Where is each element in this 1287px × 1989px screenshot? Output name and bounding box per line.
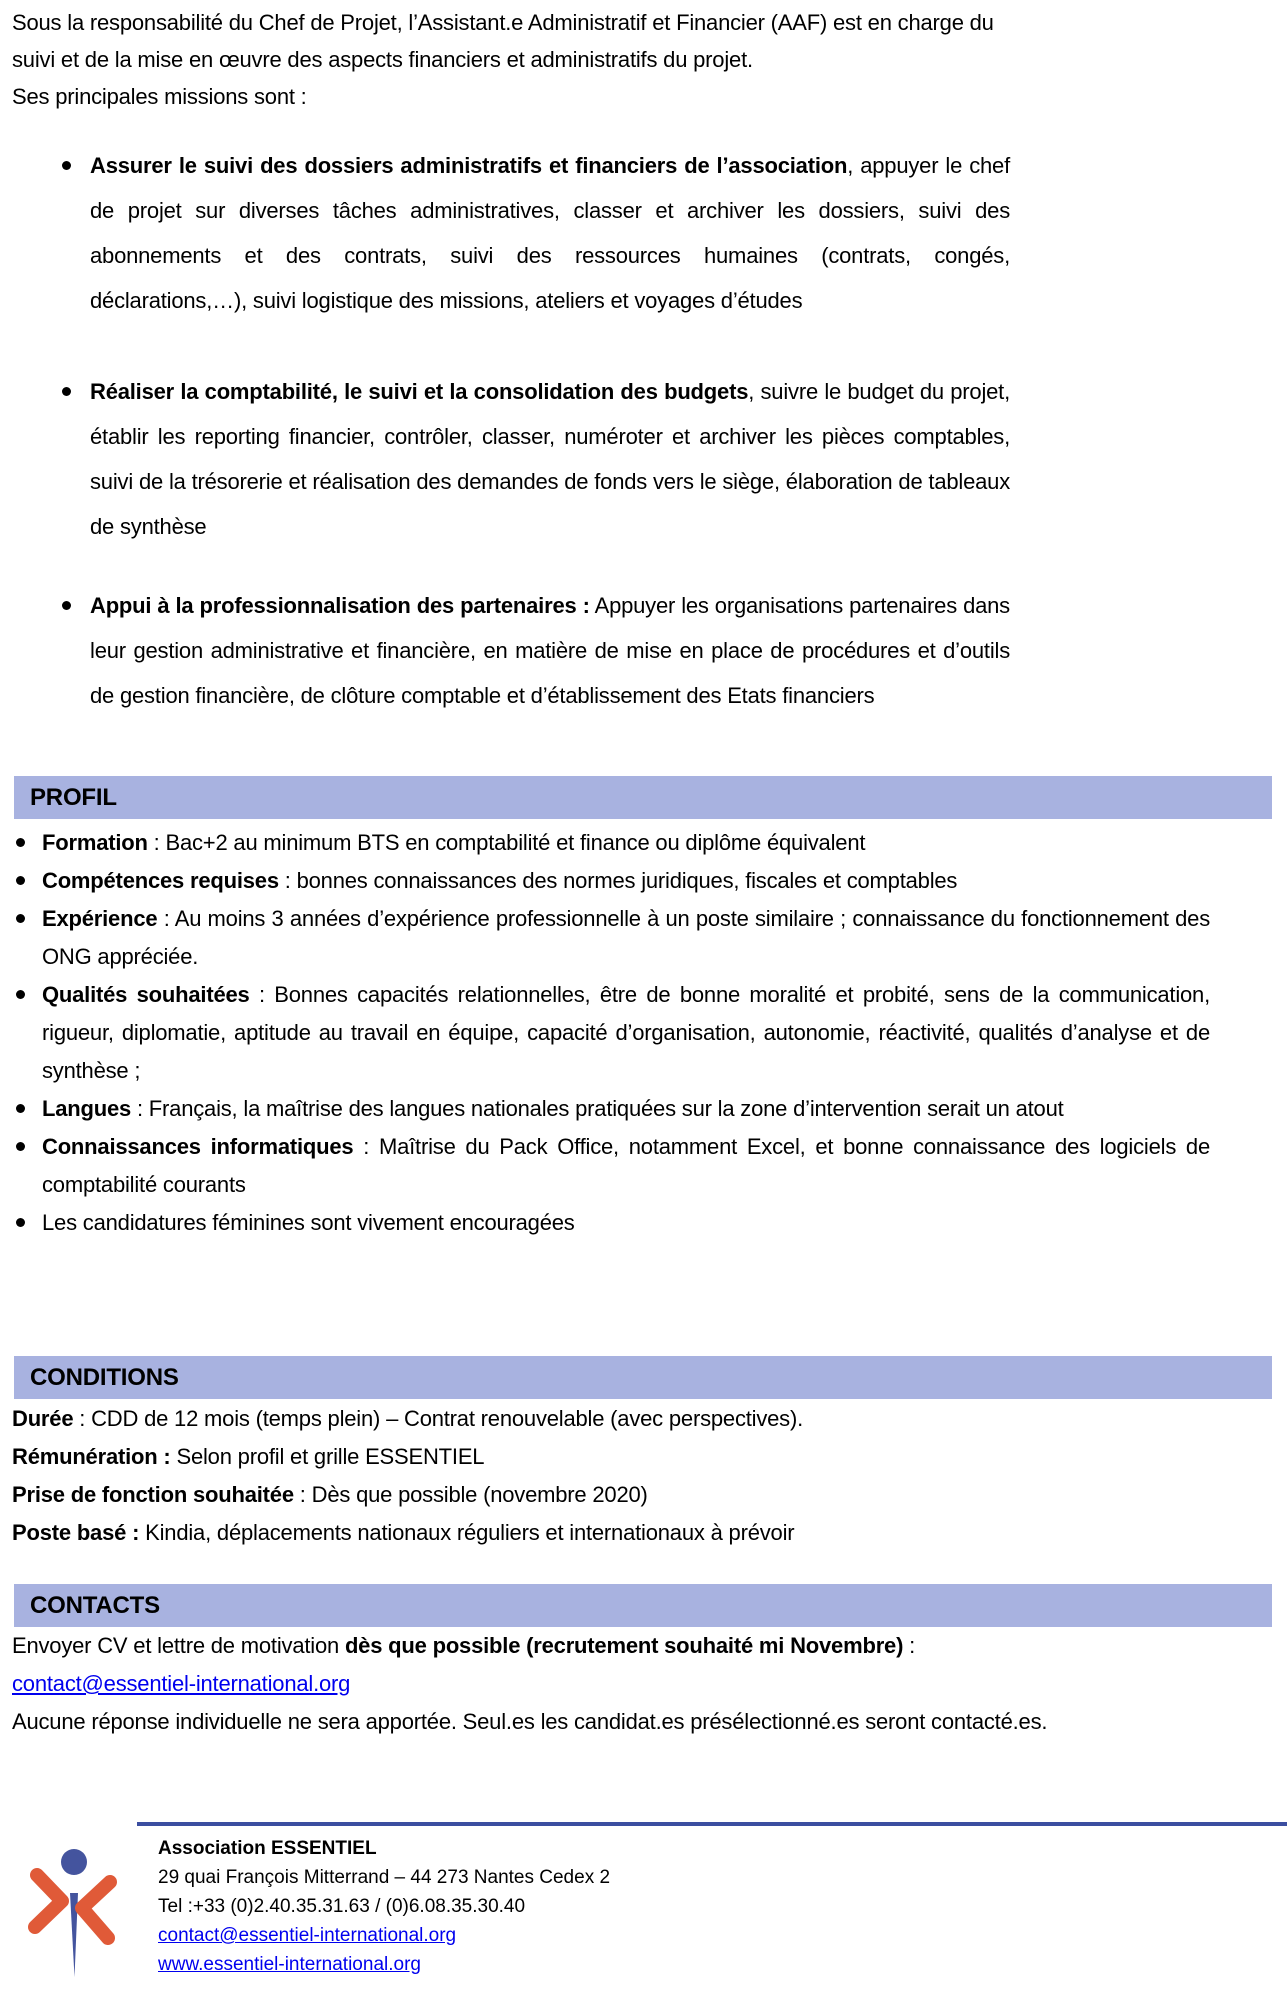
profil-item — [14, 976, 1210, 1090]
profil-lead: Compétences requises — [42, 868, 279, 893]
bullet-icon — [16, 1218, 25, 1227]
contacts-section — [12, 1627, 1208, 1741]
condition-text: : Dès que possible (novembre 2020) — [293, 1482, 648, 1507]
condition-line — [12, 1438, 1212, 1476]
contact-instruction — [12, 1627, 1208, 1665]
condition-text: : CDD de 12 mois (temps plein) – Contrat renouvelable (avec perspectives). — [73, 1406, 804, 1431]
condition-text: Selon profil et grille ESSENTIEL — [170, 1444, 485, 1469]
section-heading-contacts: CONTACTS — [14, 1584, 1272, 1627]
profil-text: : Au moins 3 années d’expérience professionnelle à un poste similaire ; connaissance du fonctionnement des ONG appréciée. — [42, 906, 1210, 969]
contact-instruction-post: : — [903, 1633, 916, 1658]
profil-text: : Français, la maîtrise des langues nationales pratiquées sur la zone d’intervention serait un atout — [131, 1096, 1064, 1121]
profil-list — [14, 824, 1210, 1242]
condition-lead: Durée — [12, 1406, 74, 1431]
mission-lead: Assurer le suivi des dossiers administratifs et financiers de l’association — [90, 153, 848, 178]
section-heading-profil: PROFIL — [14, 776, 1272, 819]
mission-lead: Réaliser la comptabilité, le suivi et la consolidation des budgets — [90, 379, 749, 404]
profil-text: : Bac+2 au minimum BTS en comptabilité et finance ou diplôme équivalent — [147, 830, 866, 855]
footer-address: 29 quai François Mitterrand – 44 273 Nantes Cedex 2 — [158, 1867, 611, 1888]
intro-paragraph: Sous la responsabilité du Chef de Projet, l’Assistant.e Administratif et Financier (AAF) est en charge du suivi et de la mise en œuvre des aspects financiers et administratifs du projet. — [12, 10, 994, 72]
profil-text: : bonnes connaissances des normes juridiques, fiscales et comptables — [278, 868, 958, 893]
profil-item — [14, 900, 1210, 976]
profil-lead: Formation — [42, 830, 148, 855]
contact-instruction-pre: Envoyer CV et lettre de motivation — [12, 1633, 345, 1658]
condition-lead: Poste basé : — [12, 1520, 140, 1545]
bullet-icon — [16, 876, 25, 885]
profil-lead: Connaissances informatiques — [42, 1134, 354, 1159]
contact-note: Aucune réponse individuelle ne sera apportée. Seul.es les candidat.es présélectionné.es seront contacté.es. — [12, 1709, 1048, 1734]
bullet-icon — [16, 1104, 25, 1113]
condition-lead: Rémunération : — [12, 1444, 171, 1469]
contact-email-line — [12, 1665, 1208, 1703]
footer-email-link[interactable]: contact@essentiel-international.org — [158, 1925, 457, 1946]
bullet-icon — [16, 1142, 25, 1151]
condition-line — [12, 1514, 1212, 1552]
footer-contact-block — [158, 1834, 858, 1979]
conditions-section — [12, 1400, 1212, 1552]
profil-item — [14, 1204, 1210, 1242]
mission-item — [52, 143, 1010, 323]
condition-line — [12, 1476, 1212, 1514]
profil-text: : Maîtrise du Pack Office, notamment Excel, et bonne connaissance des logiciels de comptabilité courants — [42, 1134, 1211, 1197]
mission-lead: Appui à la professionnalisation des partenaires : — [90, 593, 590, 618]
mission-item — [52, 583, 1010, 718]
footer-tel: Tel :+33 (0)2.40.35.31.63 / (0)6.08.35.30.40 — [158, 1896, 526, 1917]
contact-email-link[interactable]: contact@essentiel-international.org — [12, 1671, 351, 1696]
footer-website-link[interactable]: www.essentiel-international.org — [158, 1954, 421, 1975]
mission-text: , appuyer le chef de projet sur diverses tâches administratives, classer et archiver les dossiers, suivi des abonnements et des contrats, suivi des ressources humaines (contrats, congés, déclarations,…), suivi logistique des missions, ateliers et voyages d’études — [90, 153, 1010, 313]
condition-lead: Prise de fonction souhaitée — [12, 1482, 294, 1507]
essentiel-logo-icon — [16, 1845, 126, 1985]
footer-divider — [137, 1822, 1287, 1826]
profil-item — [14, 824, 1210, 862]
profil-item — [14, 862, 1210, 900]
mission-item — [52, 369, 1010, 549]
profil-lead: Langues — [42, 1096, 132, 1121]
section-heading-conditions: CONDITIONS — [14, 1356, 1272, 1399]
bullet-icon — [16, 914, 25, 923]
condition-line — [12, 1400, 1212, 1438]
bullet-icon — [16, 990, 25, 999]
contact-instruction-bold: dès que possible (recrutement souhaité mi Novembre) — [344, 1633, 904, 1658]
bullet-icon — [16, 838, 25, 847]
profil-item — [14, 1128, 1210, 1204]
profil-item — [14, 1090, 1210, 1128]
profil-lead: Expérience — [42, 906, 158, 931]
mission-text: , suivre le budget du projet, établir les reporting financier, contrôler, classer, numéroter et archiver les pièces comptables, suivi de la trésorerie et réalisation des demandes de fonds vers le siège, élaboration de tableaux de synthèse — [90, 379, 1010, 539]
profil-text: : Bonnes capacités relationnelles, être de bonne moralité et probité, sens de la communication, rigueur, diplomatie, aptitude au travail en équipe, capacité d’organisation, autonomie, réactivité, qualités d’analyse et de synthèse ; — [42, 982, 1210, 1083]
condition-text: Kindia, déplacements nationaux réguliers et internationaux à prévoir — [139, 1520, 795, 1545]
mission-text: Appuyer les organisations partenaires dans leur gestion administrative et financière, en matière de mise en place de procédures et d’outils de gestion financière, de clôture comptable et d’établissement des Etats financiers — [90, 593, 1010, 708]
bullet-icon — [62, 161, 71, 170]
profil-text: Les candidatures féminines sont vivement encouragées — [42, 1210, 575, 1235]
footer-org-name: Association ESSENTIEL — [158, 1838, 377, 1859]
profil-lead: Qualités souhaitées — [42, 982, 250, 1007]
bullet-icon — [62, 387, 71, 396]
bullet-icon — [62, 601, 71, 610]
missions-label: Ses principales missions sont : — [12, 84, 307, 109]
intro-section — [12, 4, 1004, 115]
